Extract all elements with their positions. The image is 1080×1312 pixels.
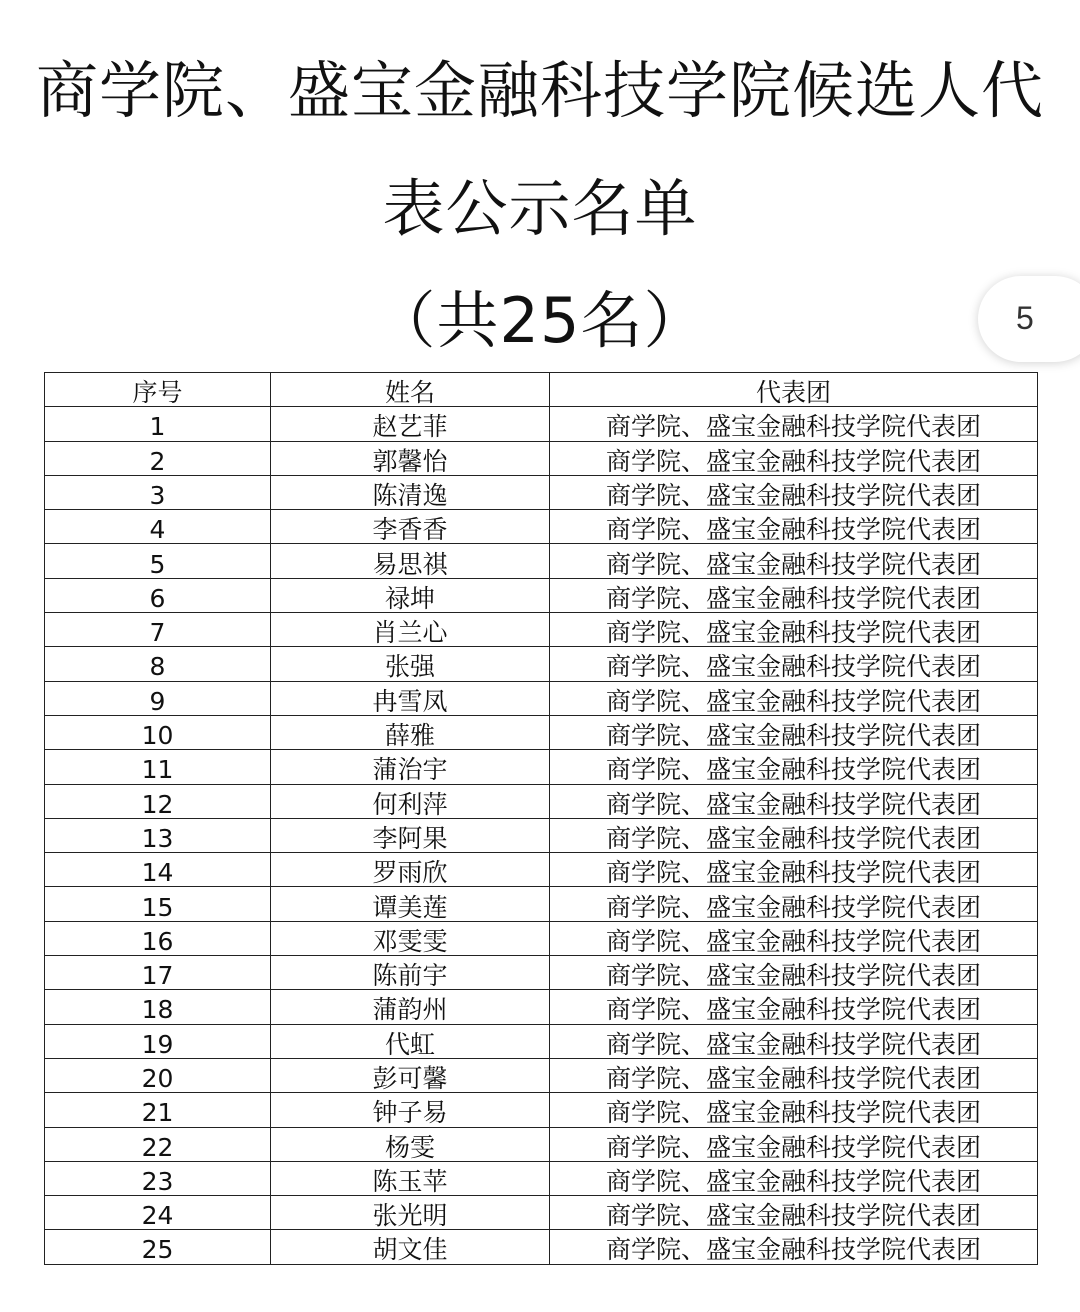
row-name-cell: 陈玉苹 [271,1161,550,1195]
row-seq-cell: 14 [45,853,271,887]
table-row [45,1093,1038,1127]
row-delegation-cell: 商学院、盛宝金融科技学院代表团 [550,647,1038,681]
row-delegation-cell: 商学院、盛宝金融科技学院代表团 [550,407,1038,441]
row-name-cell: 禄坤 [271,578,550,612]
table-row [45,578,1038,612]
row-seq-cell: 20 [45,1058,271,1092]
row-name-cell: 陈清逸 [271,475,550,509]
row-seq-cell: 22 [45,1127,271,1161]
row-delegation-cell: 商学院、盛宝金融科技学院代表团 [550,784,1038,818]
row-name-cell: 谭美莲 [271,887,550,921]
row-delegation-cell: 商学院、盛宝金融科技学院代表团 [550,1230,1038,1264]
row-delegation-cell: 商学院、盛宝金融科技学院代表团 [550,510,1038,544]
table-row [45,990,1038,1024]
row-name-cell: 胡文佳 [271,1230,550,1264]
row-seq-cell: 9 [45,681,271,715]
page-number-text: 5 [1016,300,1034,336]
table-row [45,441,1038,475]
row-seq-cell: 8 [45,647,271,681]
row-name-cell: 易思祺 [271,544,550,578]
row-seq-cell: 5 [45,544,271,578]
row-name-cell: 张光明 [271,1196,550,1230]
row-name-cell: 蒲韵州 [271,990,550,1024]
table-row [45,1127,1038,1161]
row-delegation-cell: 商学院、盛宝金融科技学院代表团 [550,1058,1038,1092]
table-row [45,1196,1038,1230]
row-name-cell: 李阿果 [271,818,550,852]
table-row [45,715,1038,749]
table-row [45,1024,1038,1058]
row-delegation-cell: 商学院、盛宝金融科技学院代表团 [550,441,1038,475]
table-row [45,613,1038,647]
table-header-row [45,373,1038,407]
row-delegation-cell: 商学院、盛宝金融科技学院代表团 [550,1093,1038,1127]
table-row [45,1230,1038,1264]
page-title-line-1: 商学院、盛宝金融科技学院候选人代 [35,54,1044,127]
row-seq-cell: 24 [45,1196,271,1230]
row-name-cell: 陈前宇 [271,956,550,990]
row-name-cell: 邓雯雯 [271,921,550,955]
row-seq-cell: 15 [45,887,271,921]
row-name-cell: 蒲治宇 [271,750,550,784]
table-row [45,647,1038,681]
row-seq-cell: 21 [45,1093,271,1127]
table-row [45,407,1038,441]
row-delegation-cell: 商学院、盛宝金融科技学院代表团 [550,887,1038,921]
row-name-cell: 肖兰心 [271,613,550,647]
row-name-cell: 张强 [271,647,550,681]
table-row [45,475,1038,509]
row-delegation-cell: 商学院、盛宝金融科技学院代表团 [550,544,1038,578]
row-delegation-cell: 商学院、盛宝金融科技学院代表团 [550,681,1038,715]
row-name-cell: 罗雨欣 [271,853,550,887]
row-seq-cell: 25 [45,1230,271,1264]
row-seq-cell: 7 [45,613,271,647]
row-seq-cell: 17 [45,956,271,990]
row-delegation-cell: 商学院、盛宝金融科技学院代表团 [550,750,1038,784]
row-delegation-cell: 商学院、盛宝金融科技学院代表团 [550,921,1038,955]
row-seq-cell: 16 [45,921,271,955]
row-delegation-cell: 商学院、盛宝金融科技学院代表团 [550,1196,1038,1230]
row-delegation-cell: 商学院、盛宝金融科技学院代表团 [550,1127,1038,1161]
row-delegation-cell: 商学院、盛宝金融科技学院代表团 [550,578,1038,612]
table-row [45,784,1038,818]
row-name-cell: 薛雅 [271,715,550,749]
row-seq-cell: 12 [45,784,271,818]
table-row [45,818,1038,852]
row-seq-cell: 23 [45,1161,271,1195]
table-row [45,681,1038,715]
row-seq-cell: 4 [45,510,271,544]
row-name-cell: 代虹 [271,1024,550,1058]
row-delegation-cell: 商学院、盛宝金融科技学院代表团 [550,613,1038,647]
row-name-cell: 彭可馨 [271,1058,550,1092]
table-row [45,921,1038,955]
table-row [45,1161,1038,1195]
row-name-cell: 郭馨怡 [271,441,550,475]
row-name-cell: 杨雯 [271,1127,550,1161]
row-delegation-cell: 商学院、盛宝金融科技学院代表团 [550,853,1038,887]
row-delegation-cell: 商学院、盛宝金融科技学院代表团 [550,715,1038,749]
table-row [45,544,1038,578]
row-seq-cell: 10 [45,715,271,749]
header-delegation: 代表团 [550,373,1038,407]
row-name-cell: 赵艺菲 [271,407,550,441]
page-title-count: （共25名） [373,284,707,357]
row-name-cell: 冉雪凤 [271,681,550,715]
row-seq-cell: 3 [45,475,271,509]
row-seq-cell: 13 [45,818,271,852]
candidate-table [44,372,1038,1265]
row-seq-cell: 2 [45,441,271,475]
table-row [45,853,1038,887]
row-delegation-cell: 商学院、盛宝金融科技学院代表团 [550,475,1038,509]
header-seq: 序号 [45,373,271,407]
row-name-cell: 李香香 [271,510,550,544]
row-name-cell: 何利萍 [271,784,550,818]
row-delegation-cell: 商学院、盛宝金融科技学院代表团 [550,1161,1038,1195]
page-number-badge[interactable] [978,276,1080,362]
table-row [45,1058,1038,1092]
table-row [45,887,1038,921]
row-delegation-cell: 商学院、盛宝金融科技学院代表团 [550,1024,1038,1058]
table-row [45,750,1038,784]
header-name: 姓名 [271,373,550,407]
row-delegation-cell: 商学院、盛宝金融科技学院代表团 [550,956,1038,990]
row-delegation-cell: 商学院、盛宝金融科技学院代表团 [550,818,1038,852]
page-title-line-2: 表公示名单 [382,172,698,245]
row-seq-cell: 11 [45,750,271,784]
row-seq-cell: 18 [45,990,271,1024]
row-name-cell: 钟子易 [271,1093,550,1127]
row-seq-cell: 19 [45,1024,271,1058]
row-seq-cell: 1 [45,407,271,441]
row-delegation-cell: 商学院、盛宝金融科技学院代表团 [550,990,1038,1024]
table-row [45,510,1038,544]
table-row [45,956,1038,990]
row-seq-cell: 6 [45,578,271,612]
